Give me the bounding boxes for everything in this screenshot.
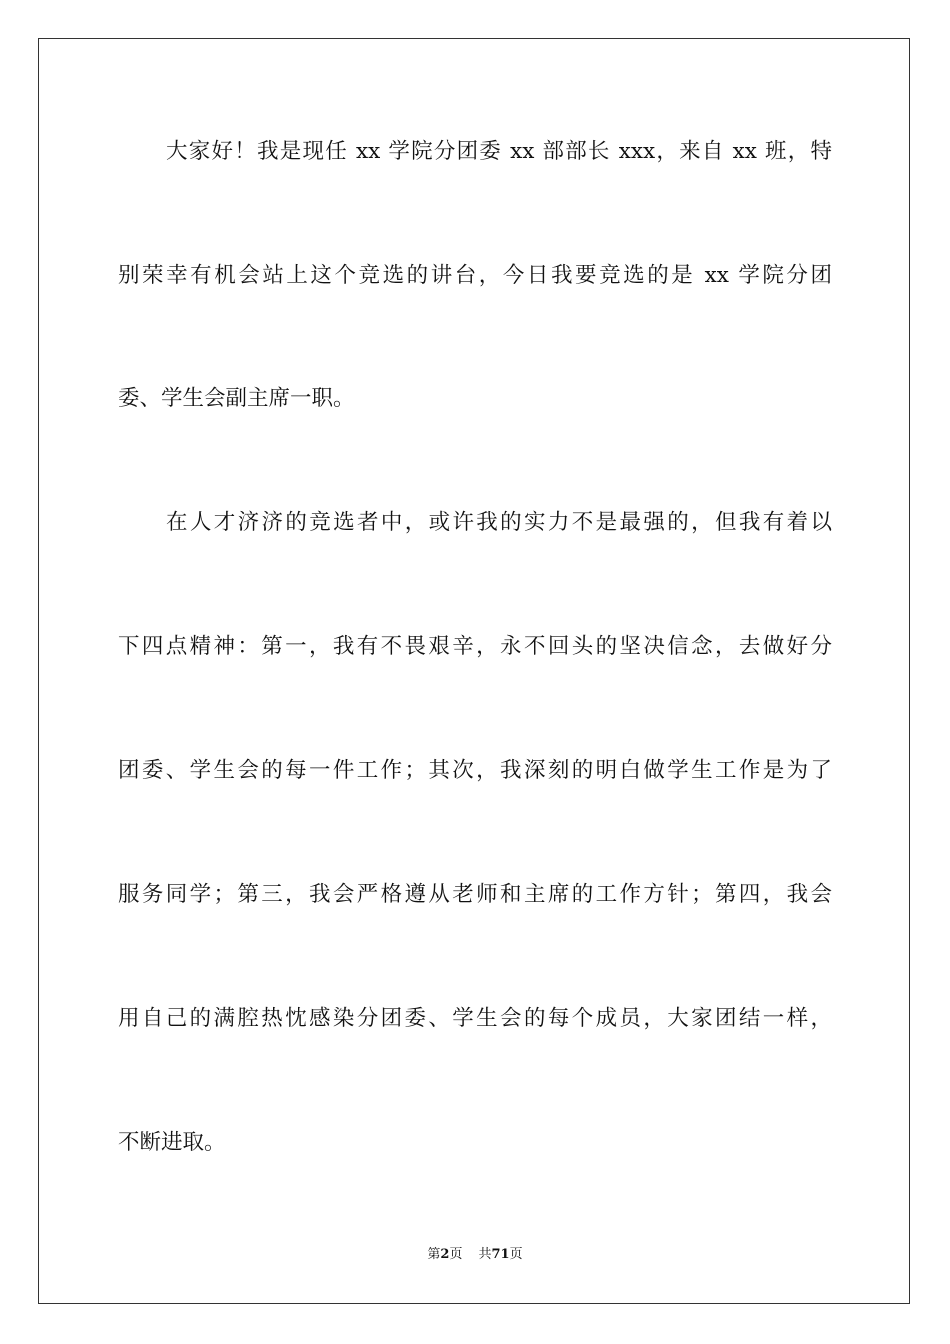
page-footer [0,1246,950,1264]
footer-total-pages: 71 [491,1247,510,1262]
paragraph-line-9: 不断进取。 [118,1130,226,1155]
paragraph-line-6: 团委、学生会的每一件工作；其次，我深刻的明白做学生工作是为了 [118,758,832,783]
paragraph-line-4: 在人才济济的竞选者中，或许我的实力不是最强的，但我有着以 [166,510,832,535]
paragraph-line-2: 别荣幸有机会站上这个竞选的讲台，今日我要竞选的是 xx 学院分团 [118,263,832,288]
page-border [38,38,910,1304]
paragraph-line-5: 下四点精神：第一，我有不畏艰辛，永不回头的坚决信念，去做好分 [118,634,832,659]
paragraph-line-8: 用自己的满腔热忱感染分团委、学生会的每个成员，大家团结一样， [118,1006,832,1031]
footer-page-number: 2 [440,1247,450,1262]
footer-total-unit: 页 [509,1247,523,1262]
footer-total-prefix: 共 [478,1247,492,1262]
footer-page-unit: 页 [449,1247,463,1262]
paragraph-line-7: 服务同学；第三，我会严格遵从老师和主席的工作方针；第四，我会 [118,882,832,907]
paragraph-line-1: 大家好！我是现任 xx 学院分团委 xx 部部长 xxx，来自 xx 班，特 [166,139,832,164]
paragraph-line-3: 委、学生会副主席一职。 [118,386,355,411]
footer-page-prefix: 第 [427,1247,441,1262]
